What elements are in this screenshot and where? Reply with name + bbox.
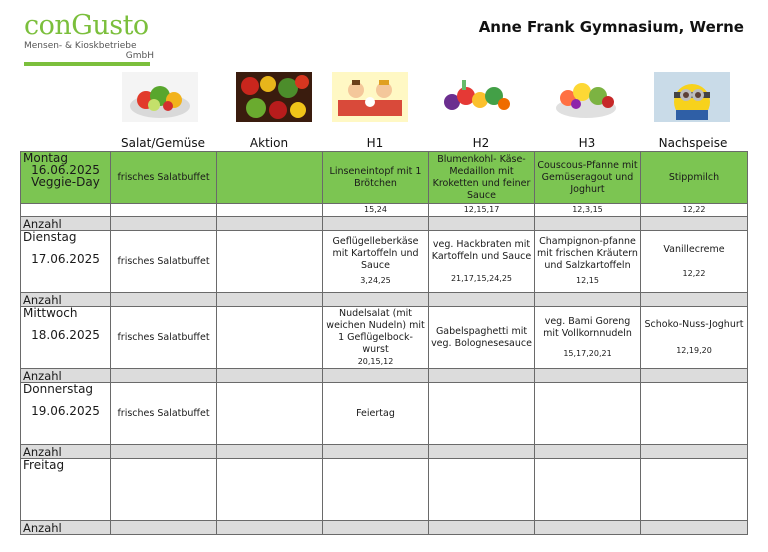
column-header-salat: Salat/Gemüse bbox=[120, 136, 206, 150]
h1-cell bbox=[323, 231, 429, 293]
dish-text: Vanillecreme bbox=[663, 243, 725, 255]
count-label: Anzahl bbox=[21, 445, 111, 459]
day-cell-wednesday bbox=[21, 307, 111, 369]
day-row-wednesday bbox=[21, 307, 748, 369]
allergen-codes: 12,19,20 bbox=[676, 345, 712, 355]
h3-cell bbox=[535, 459, 641, 521]
day-row-thursday bbox=[21, 383, 748, 445]
day-date: 17.06.2025 bbox=[31, 252, 100, 266]
salat-cell: frisches Salatbuffet bbox=[111, 231, 217, 293]
dessert-cell bbox=[641, 307, 748, 369]
column-header-nachspeise: Nachspeise bbox=[658, 136, 728, 150]
codes-cell bbox=[21, 204, 111, 217]
aktion-cell bbox=[217, 383, 323, 445]
count-row bbox=[21, 217, 748, 231]
logo-subtitle: Mensen- & Kioskbetriebe bbox=[24, 41, 137, 51]
aktion-cell bbox=[217, 152, 323, 204]
logo-subtitle-gmbh: GmbH bbox=[125, 51, 154, 61]
h1-cell: Linseneintopf mit 1 Brötchen bbox=[323, 152, 429, 204]
h1-cell: Feiertag bbox=[323, 383, 429, 445]
aktion-cell bbox=[217, 459, 323, 521]
dessert-cell bbox=[641, 459, 748, 521]
count-label: Anzahl bbox=[21, 293, 111, 307]
salad-image bbox=[122, 72, 198, 122]
day-cell-friday bbox=[21, 459, 111, 521]
allergen-codes: 20,15,12 bbox=[357, 356, 394, 366]
count-row bbox=[21, 293, 748, 307]
h3-cell bbox=[535, 307, 641, 369]
day-cell-thursday bbox=[21, 383, 111, 445]
day-row-monday bbox=[21, 152, 748, 204]
h3-cell: Couscous-Pfanne mit Gemüseragout und Joghurt bbox=[535, 152, 641, 204]
column-header-aktion: Aktion bbox=[249, 136, 289, 150]
allergen-codes: 12,15 bbox=[576, 276, 599, 285]
dessert-cell bbox=[641, 383, 748, 445]
logo-underline bbox=[24, 62, 150, 66]
dish-text: Geflügelleberkäse mit Kartoffeln und Sauce bbox=[332, 236, 419, 271]
dish-text: Schoko-Nuss-Joghurt bbox=[644, 318, 744, 330]
school-title: Anne Frank Gymnasium, Werne bbox=[478, 18, 744, 36]
day-cell-monday bbox=[21, 152, 111, 204]
day-date: 18.06.2025 bbox=[31, 328, 100, 342]
day-name: Dienstag bbox=[23, 230, 77, 244]
allergen-codes: 21,17,15,24,25 bbox=[450, 273, 513, 283]
allergen-codes: 12,22 bbox=[641, 204, 748, 217]
h1-cell bbox=[323, 459, 429, 521]
salat-cell: frisches Salatbuffet bbox=[111, 383, 217, 445]
h3-cell bbox=[535, 231, 641, 293]
h2-cell bbox=[429, 231, 535, 293]
day-row-tuesday bbox=[21, 231, 748, 293]
column-header-h2: H2 bbox=[472, 136, 490, 150]
allergen-codes: 15,24 bbox=[323, 204, 429, 217]
day-date: 16.06.2025 bbox=[31, 163, 100, 177]
salat-cell bbox=[111, 459, 217, 521]
salat-cell: frisches Salatbuffet bbox=[111, 307, 217, 369]
dish-text: veg. Bami Goreng mit Vollkornnudeln bbox=[543, 315, 632, 339]
day-name: Freitag bbox=[23, 458, 65, 472]
count-label: Anzahl bbox=[21, 369, 111, 383]
aktion-cell bbox=[217, 307, 323, 369]
count-label: Anzahl bbox=[21, 521, 111, 535]
day-extra: Veggie-Day bbox=[31, 175, 100, 189]
count-row bbox=[21, 445, 748, 459]
fruits-vegetables-image bbox=[438, 72, 514, 122]
column-header-h3: H3 bbox=[578, 136, 596, 150]
allergen-codes: 15,17,20,21 bbox=[563, 348, 612, 358]
allergen-codes: 12,15,17 bbox=[429, 204, 535, 217]
aktion-cell bbox=[217, 231, 323, 293]
allergen-codes: 12,3,15 bbox=[535, 204, 641, 217]
count-row bbox=[21, 369, 748, 383]
dish-text: veg. Hackbraten mit Kartoffeln und Sauce bbox=[431, 238, 532, 262]
menu-table bbox=[20, 151, 748, 535]
dish-text: Nudelsalat (mit weichen Nudeln) mit 1 Geflügelbock-wurst bbox=[326, 307, 425, 355]
day-name: Montag bbox=[23, 151, 68, 165]
dessert-cell bbox=[641, 231, 748, 293]
allergen-codes: 3,24,25 bbox=[360, 276, 391, 285]
dessert-minion-image bbox=[654, 72, 730, 122]
h3-cell bbox=[535, 383, 641, 445]
dish-text: Champignon-pfanne mit frischen Kräutern und Salzkartoffeln bbox=[537, 236, 638, 271]
h2-cell bbox=[429, 383, 535, 445]
count-row bbox=[21, 521, 748, 535]
dessert-cell: Stippmilch bbox=[641, 152, 748, 204]
day-name: Mittwoch bbox=[23, 306, 78, 320]
codes-cell bbox=[111, 204, 217, 217]
codes-cell bbox=[217, 204, 323, 217]
vegetables-image bbox=[236, 72, 312, 122]
codes-row-monday bbox=[21, 204, 748, 217]
h2-cell: Blumenkohl- Käse-Medaillon mit Kroketten und feiner Sauce bbox=[429, 152, 535, 204]
logo-wordmark: conGusto bbox=[24, 10, 149, 41]
kids-eating-image bbox=[332, 72, 408, 122]
h2-cell: Gabelspaghetti mit veg. Bolognesesauce bbox=[429, 307, 535, 369]
h1-cell bbox=[323, 307, 429, 369]
fruit-bowl-image bbox=[548, 72, 624, 122]
day-name: Donnerstag bbox=[23, 382, 94, 396]
h2-cell bbox=[429, 459, 535, 521]
day-cell-tuesday bbox=[21, 231, 111, 293]
allergen-codes: 12,22 bbox=[682, 268, 706, 278]
salat-cell: frisches Salatbuffet bbox=[111, 152, 217, 204]
day-row-friday bbox=[21, 459, 748, 521]
logo bbox=[24, 12, 154, 66]
count-label: Anzahl bbox=[21, 217, 111, 231]
column-header-h1: H1 bbox=[366, 136, 384, 150]
day-date: 19.06.2025 bbox=[31, 404, 100, 418]
